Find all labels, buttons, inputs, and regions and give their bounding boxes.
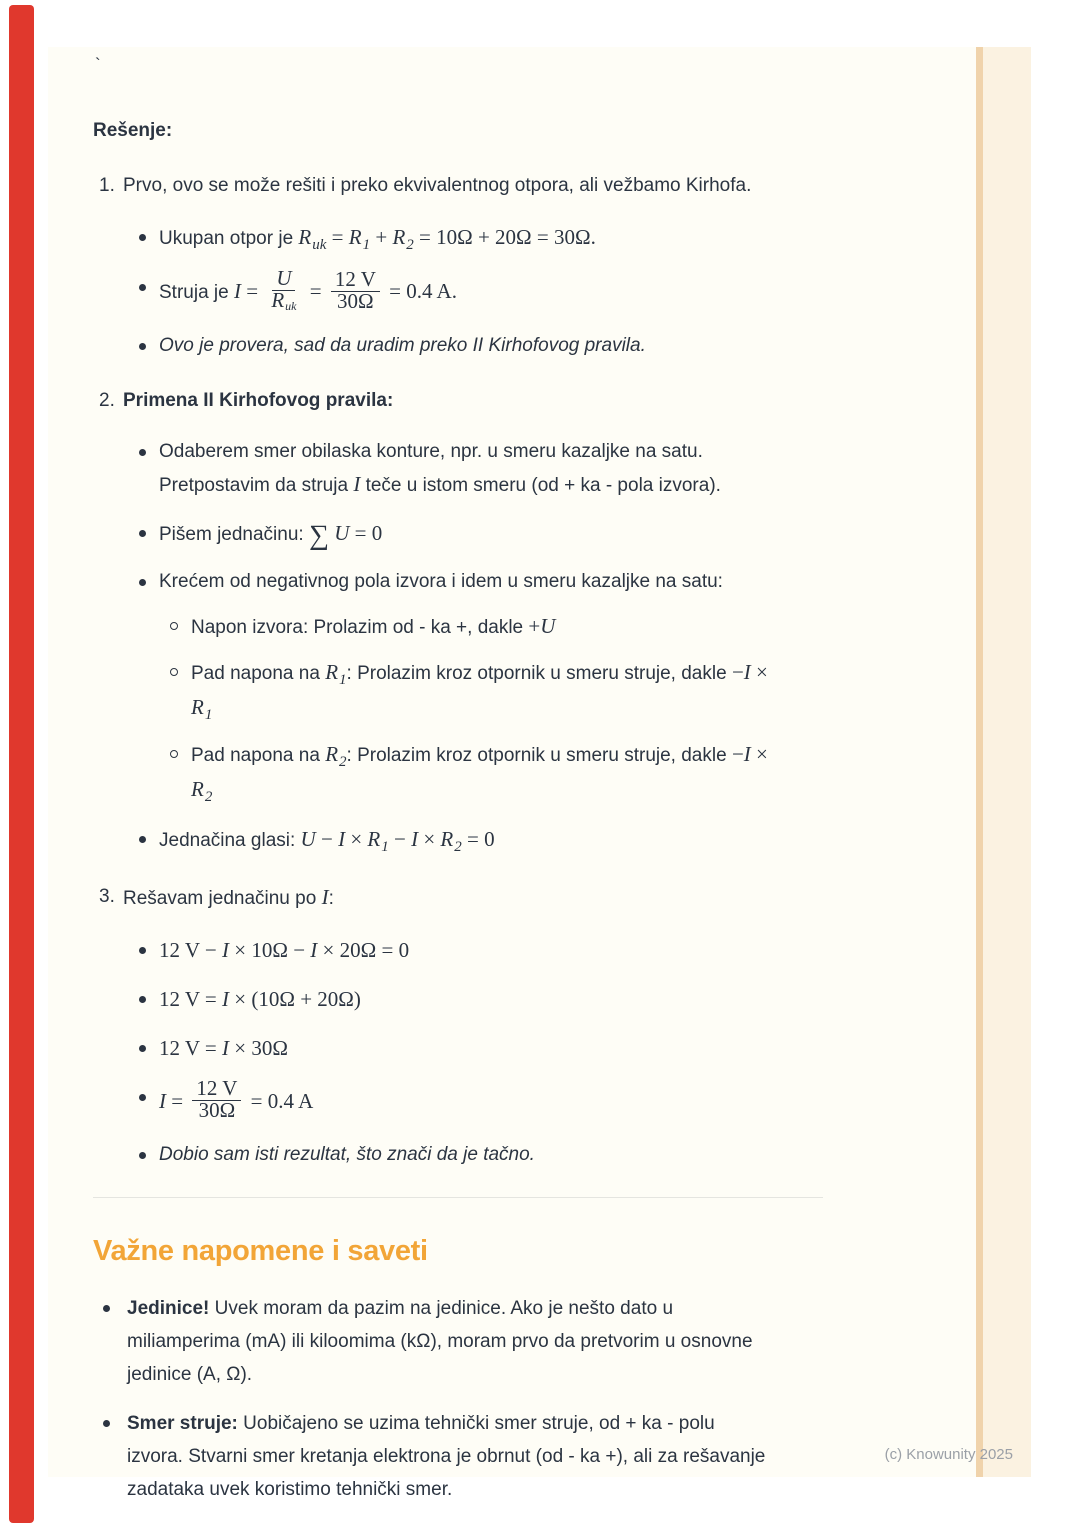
text-segment: 12 V − [159,938,222,962]
text-segment: I [222,938,229,962]
step-title-text [123,390,393,411]
document-page [48,47,1031,1500]
text-segment: × [418,827,441,851]
bullet-text [159,520,383,551]
text-segment: Rešavam jednačinu po [123,888,322,909]
bullet-text [159,938,410,962]
text-segment: izvora. Stvarni smer kretanja elektrona je obrnut (od - ka +), ali za rešavanje [127,1446,766,1467]
text-segment: × 10Ω − [229,938,311,962]
text-segment: Odaberem smer obilaska konture, npr. u smeru kazaljke na satu. [159,441,703,462]
text-segment: × (10Ω + 20Ω) [229,987,361,1011]
text-segment: R [191,695,204,719]
bullet-text [159,1076,314,1122]
text-segment: 12 V = [159,1036,222,1060]
bullet-item [139,436,823,502]
bullet-list [139,221,823,362]
bullet-text [159,1036,288,1060]
text-segment: × [345,827,368,851]
text-segment: R [440,827,454,851]
step-title [93,385,823,417]
text-segment: 1 [339,672,347,688]
notes-heading: Važne napomene i saveti [93,1235,428,1267]
text-segment: R [367,827,381,851]
sub-bullet-text [191,660,768,723]
text-segment: 2 [204,789,213,805]
text-segment: miliamperima (mA) ili kiloomima (kΩ), moram prvo da pretvorim u osnovne [127,1331,753,1352]
text-segment: U [276,266,292,290]
step-title [93,881,823,915]
solution-steps [93,170,823,1171]
text-segment: = 0 [461,827,495,851]
text-segment: Krećem od negativnog pola izvora i idem u smeru kazaljke na satu: [159,571,723,592]
fraction [267,266,300,313]
text-segment: 1 [362,237,371,253]
note-text [127,1413,765,1500]
step-title [93,170,823,202]
text-segment: 12 V [334,266,376,291]
step-title-text [123,175,751,196]
text-segment: − [731,742,744,766]
text-segment: = [166,1088,189,1113]
step-number: 1. [99,175,115,196]
text-segment: Uobičajeno se uzima tehnički smer struje, od + ka - polu [237,1413,715,1434]
bullet-text [159,441,721,496]
text-segment: + [370,225,393,249]
content-column [93,55,823,1506]
text-segment: Prvo, ovo se može rešiti i preko ekvivalentnog otpora, ali vežbamo Kirhofa. [123,175,752,196]
bullet-item [139,1139,823,1171]
text-segment: Jednačina glasi: [159,830,301,851]
bullet-item [139,566,823,808]
text-segment: U [328,521,350,545]
bullet-item [139,266,823,315]
text-segment: 12 V = [159,987,222,1011]
bullet-text [159,987,361,1011]
bullet-text [159,827,495,855]
bullet-item [139,934,823,968]
step-number: 3. [99,886,115,907]
text-segment: = 10Ω + 20Ω = 30Ω. [413,225,596,249]
text-segment: = [326,225,349,249]
text-segment: 2 [339,754,347,770]
notes-list [103,1292,823,1506]
text-segment: 2 [406,237,414,253]
text-segment: I [310,938,318,962]
text-segment: Dobio sam isti rezultat, što znači da je tačno. [159,1144,535,1165]
text-segment: teče u istom smeru (od + ka - pola izvora). [360,475,721,496]
text-segment: I [159,1088,166,1113]
bullet-item [139,517,823,551]
document-content [48,47,823,1506]
text-segment: = 0 [349,521,383,545]
bullet-text [159,571,723,592]
text-segment: I [222,1036,229,1060]
text-segment: Primena II Kirhofovog pravila: [123,390,394,411]
text-segment: Ovo je provera, sad da uradim preko II Kirhofovog pravila. [159,335,646,356]
text-segment: R [191,777,204,801]
text-segment: : [328,888,334,909]
bullet-item [139,1032,823,1066]
text-segment: I [743,660,751,684]
text-segment: Ukupan otpor je [159,228,299,249]
text-segment: Pad napona na [191,663,326,684]
text-segment: Jedinice! [127,1298,210,1319]
text-segment: I [353,472,361,496]
text-segment: U [300,827,316,851]
stray-backtick-character: ` [95,55,101,74]
summation-symbol: ∑ [308,520,329,551]
bullet-item [139,330,823,362]
text-segment: × 30Ω [229,1036,288,1060]
bullet-item [139,983,823,1017]
text-segment: × [750,742,768,766]
bullet-item [139,823,823,858]
bullet-text [159,266,457,313]
text-segment: jedinice (A, Ω). [127,1364,253,1385]
note-text [127,1298,753,1385]
text-segment: = 0.4 A. [383,279,457,304]
bullet-list [139,436,823,858]
text-segment: × 20Ω = 0 [317,938,410,962]
copyright-watermark: (c) Knowunity 2025 [884,1446,1013,1463]
text-segment: 30Ω [337,288,374,313]
bullet-text [159,1144,535,1165]
text-segment: R [392,225,406,249]
text-segment: uk [312,237,327,253]
bullet-text [159,225,596,253]
text-segment: Pretpostavim da struja [159,475,354,496]
text-segment: Struja je [159,282,234,304]
fraction [192,1076,241,1122]
text-segment: + [528,614,541,638]
bullet-item [139,221,823,256]
text-segment: 1 [381,839,389,855]
text-segment: 30Ω [198,1098,236,1122]
solution-step [93,385,823,858]
text-segment: − [731,660,744,684]
fraction-denominator [195,1098,240,1122]
text-segment: 12 V [196,1076,238,1100]
text-segment: I [321,885,329,909]
left-red-marker-bar [9,5,34,1523]
solution-step [93,881,823,1171]
text-segment: U [540,614,556,638]
text-segment: Napon izvora: Prolazim od - ka +, dakle [191,617,529,638]
sub-bullet-item [169,738,823,808]
note-item [103,1407,823,1506]
text-segment: : Prolazim kroz otpornik u smeru struje, dakle [346,745,732,766]
sub-bullet-text [191,614,556,638]
text-segment: = [304,279,327,304]
text-segment: 1 [204,707,213,723]
note-item [103,1292,823,1391]
text-segment: R [298,225,312,249]
text-segment: R [271,288,285,312]
text-segment: R [348,225,362,249]
text-segment: Pad napona na [191,745,326,766]
fraction [331,266,380,313]
sub-bullet-list [169,610,823,808]
sub-bullet-item [169,610,823,644]
text-segment: Uvek moram da pazim na jedinice. Ako je nešto dato u [209,1298,674,1319]
text-segment: I [233,279,241,304]
step-number: 2. [99,390,115,411]
right-cream-stripe [976,47,1031,1477]
bullet-text [159,335,646,356]
solution-step [93,170,823,362]
sub-bullet-text [191,742,768,805]
text-segment: uk [285,299,297,313]
section-divider [93,1197,823,1198]
text-segment: = [240,279,264,304]
step-title-text [123,885,334,909]
sub-bullet-item [169,656,823,726]
text-segment: R [325,742,339,766]
bullet-item [139,1076,823,1124]
text-segment: I [338,827,346,851]
text-segment: I [743,742,751,766]
text-segment: I [222,987,229,1011]
text-segment: : Prolazim kroz otpornik u smeru struje, dakle [346,663,732,684]
text-segment: Pišem jednačinu: [159,524,309,545]
text-segment: R [325,660,339,684]
text-segment: × [750,660,768,684]
text-segment: zadataka uvek koristimo tehnički smer. [127,1479,453,1500]
text-segment: Smer struje: [127,1413,238,1434]
text-segment: I [411,827,419,851]
text-segment: − [388,827,412,851]
solution-heading: Rešenje: [93,120,173,141]
fraction-denominator [333,288,378,313]
text-segment: 2 [454,839,462,855]
text-segment: − [315,827,339,851]
bullet-list [139,934,823,1171]
text-segment: = 0.4 A [245,1088,314,1113]
fraction-denominator [267,288,300,313]
